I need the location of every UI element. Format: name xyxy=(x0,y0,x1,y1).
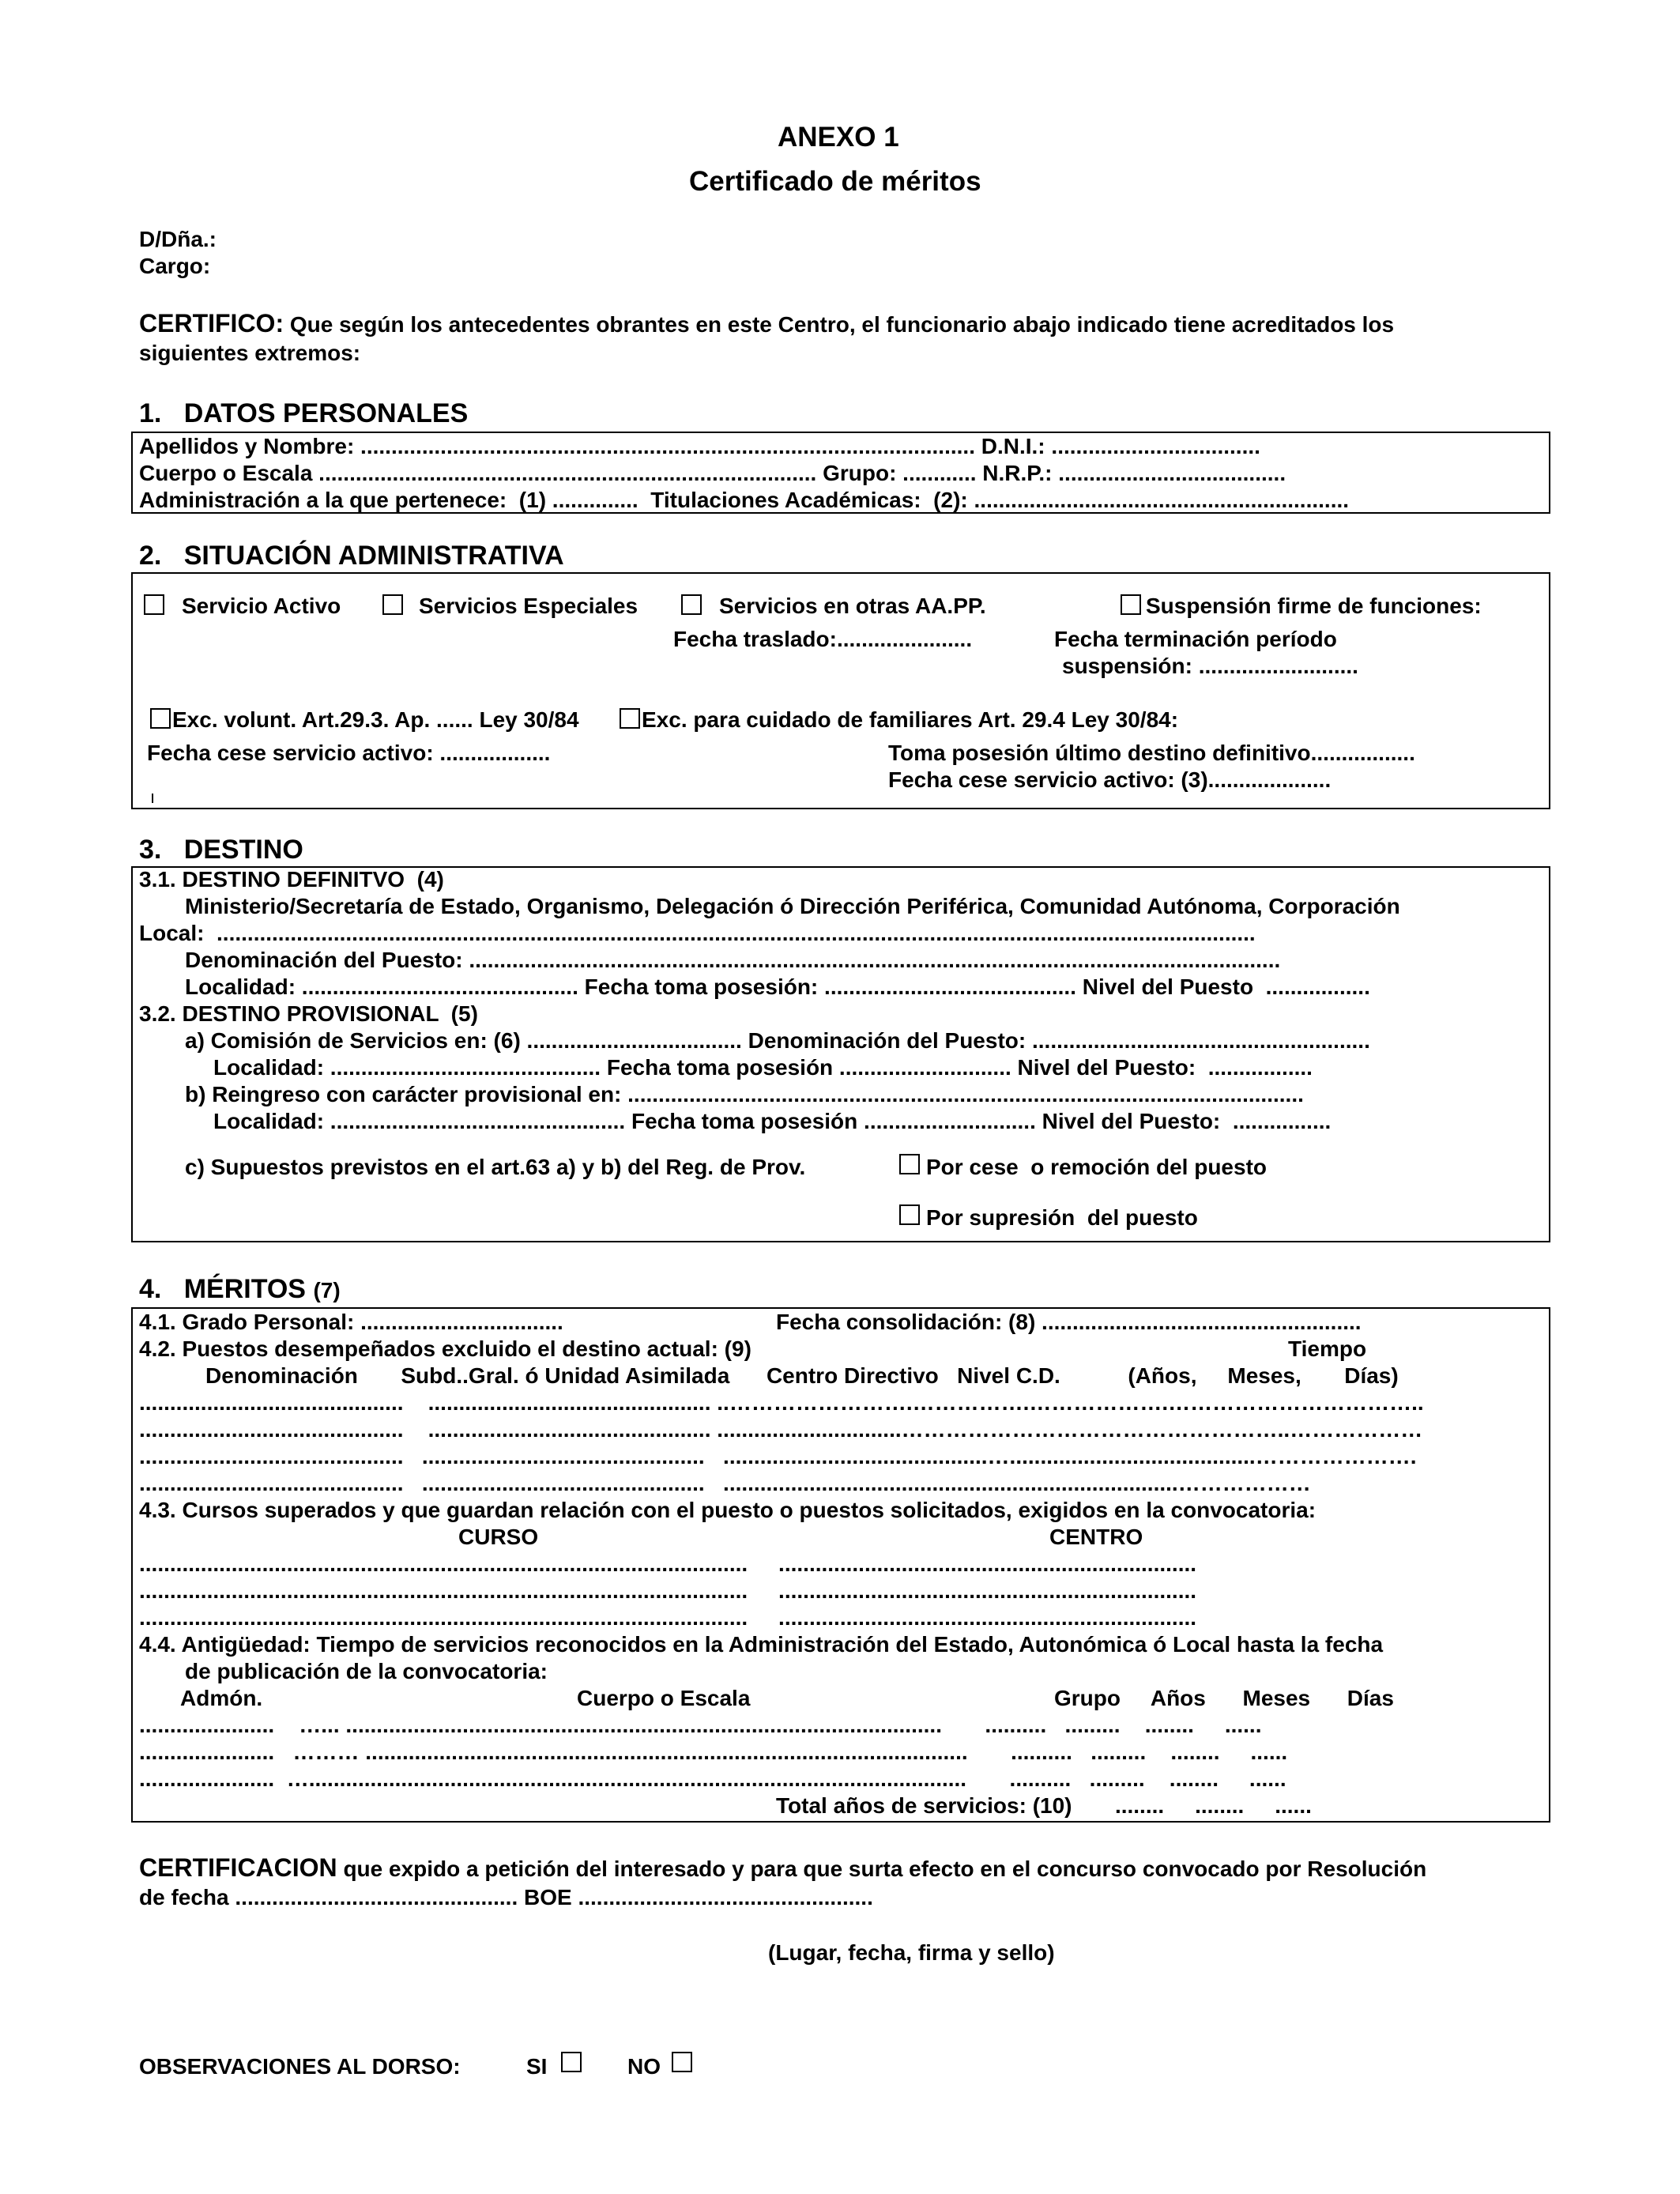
section-4-title: 4. MÉRITOS xyxy=(139,1274,306,1304)
grupo-anos-header: Grupo Años Meses Días xyxy=(1054,1686,1394,1710)
servicio-activo-label: Servicio Activo xyxy=(182,594,341,618)
supresion-checkbox[interactable] xyxy=(899,1204,920,1225)
no-label: NO xyxy=(627,2054,661,2079)
cuerpo-field[interactable]: Cuerpo o Escala ................................................................................. Grupo: ............ N.R.P.: ..................................... xyxy=(139,461,1286,485)
puestos-desempenados-title: 4.2. Puestos desempeñados excluido el destino actual: (9) xyxy=(139,1336,751,1361)
observaciones-label: OBSERVACIONES AL DORSO: xyxy=(139,2054,461,2079)
certifico-text-2: siguientes extremos: xyxy=(139,341,361,365)
supuestos-label: c) Supuestos previstos en el art.63 a) y b) del Reg. de Prov. xyxy=(185,1155,806,1179)
si-label: SI xyxy=(526,2054,548,2079)
puestos-columns: Denominación Subd..Gral. ó Unidad Asimilada Centro Directivo Nivel C.D. (Años, Meses, Días) xyxy=(205,1363,1399,1388)
destino-definitivo-title: 3.1. DESTINO DEFINITVO (4) xyxy=(139,867,444,892)
certificacion-lead: CERTIFICACION xyxy=(139,1853,337,1882)
antiguedad-row-3[interactable]: ...................... …........................................................................................................... .......... ......... ........ ...... xyxy=(139,1766,1286,1791)
puesto-row-4[interactable]: ........................................... .............................................. ..........................................................................……………… xyxy=(139,1471,1311,1495)
servicios-especiales-checkbox[interactable] xyxy=(382,594,403,615)
localidad-comision-field[interactable]: Localidad: ............................................ Fecha toma posesión ............................ Nivel del Puesto: ................. xyxy=(213,1055,1313,1080)
curso-row-1[interactable]: ................................................................................................... .................................................................... xyxy=(139,1551,1197,1576)
exc-cuidado-label: Exc. para cuidado de familiares Art. 29.4 Ley 30/84: xyxy=(642,707,1179,732)
puesto-row-2[interactable]: ........................................... .............................................. ..............................……………………………………………..……………… xyxy=(139,1417,1423,1442)
no-checkbox[interactable] xyxy=(672,2052,692,2072)
antiguedad-row-1[interactable]: ...................... …... ................................................................................................. .......... ......... ........ ...... xyxy=(139,1713,1262,1737)
stray-mark: ı xyxy=(150,787,156,807)
curso-row-3[interactable]: ................................................................................................... .................................................................... xyxy=(139,1605,1197,1630)
fecha-terminacion-label: Fecha terminación período xyxy=(1054,627,1337,651)
certifico-lead: CERTIFICO: xyxy=(139,309,284,337)
antiguedad-row-2[interactable]: ...................... ……… .................................................................................................. .......... ......... ........ ...... xyxy=(139,1740,1288,1764)
suspension-checkbox[interactable] xyxy=(1121,594,1141,615)
centro-header: CENTRO xyxy=(1049,1525,1143,1549)
section-2-heading: 2. SITUACIÓN ADMINISTRATIVA xyxy=(139,541,564,571)
certifico-line-1 xyxy=(139,310,1394,338)
localidad-definitivo-field[interactable]: Localidad: ............................................. Fecha toma posesión: ......................................... Nivel del Puesto ................. xyxy=(185,974,1370,999)
servicios-especiales-label: Servicios Especiales xyxy=(419,594,638,618)
grado-personal-field[interactable]: 4.1. Grado Personal: ................................. xyxy=(139,1310,563,1334)
suspension-label: Suspensión firme de funciones: xyxy=(1146,594,1482,618)
certifico-text-1: Que según los antecedentes obrantes en este Centro, el funcionario abajo indicado tiene acreditados los xyxy=(289,312,1395,337)
section-3-heading: 3. DESTINO xyxy=(139,835,303,865)
dona-label: D/Dña.: xyxy=(139,227,217,251)
cuerpo-escala-header: Cuerpo o Escala xyxy=(577,1686,751,1710)
document-title: ANEXO 1 xyxy=(778,122,899,153)
exc-cuidado-checkbox[interactable] xyxy=(620,708,640,729)
exc-volunt-checkbox[interactable] xyxy=(150,708,171,729)
fecha-cese-field[interactable]: Fecha cese servicio activo: .................. xyxy=(147,741,551,765)
destino-provisional-title: 3.2. DESTINO PROVISIONAL (5) xyxy=(139,1001,478,1026)
supresion-label: Por supresión del puesto xyxy=(926,1205,1198,1230)
curso-row-2[interactable]: ................................................................................................... .................................................................... xyxy=(139,1578,1197,1603)
apellidos-field[interactable]: Apellidos y Nombre: .................................................................................................... D.N.I.: .................................. xyxy=(139,434,1260,458)
tiempo-label: Tiempo xyxy=(1288,1336,1367,1361)
toma-posesion-field[interactable]: Toma posesión último destino definitivo................. xyxy=(888,741,1415,765)
document-subtitle: Certificado de méritos xyxy=(689,166,981,197)
localidad-reingreso-field[interactable]: Localidad: ................................................ Fecha toma posesión ............................ Nivel del Puesto: ................ xyxy=(213,1109,1332,1133)
cese-label: Por cese o remoción del puesto xyxy=(926,1155,1268,1179)
local-field[interactable]: Local: ......................................................................................................................................................................... xyxy=(139,921,1256,945)
section-4-heading xyxy=(139,1274,341,1306)
antiguedad-title: 4.4. Antigüedad: Tiempo de servicios reconocidos en la Administración del Estado, Autonómica ó Local hasta la fecha xyxy=(139,1632,1384,1657)
servicio-activo-checkbox[interactable] xyxy=(144,594,164,615)
ministerio-label: Ministerio/Secretaría de Estado, Organismo, Delegación ó Dirección Periférica, Comunidad Autónoma, Corporación xyxy=(185,894,1400,918)
puesto-row-1[interactable]: ........................................... .............................................. ..…………………….…………….……………….…………………………….. xyxy=(139,1390,1424,1415)
total-servicios-field[interactable]: Total años de servicios: (10) ........ ........ ...... xyxy=(776,1793,1312,1818)
cargo-label: Cargo: xyxy=(139,254,211,278)
certificacion-line-1 xyxy=(139,1854,1426,1883)
denominacion-puesto-field[interactable]: Denominación del Puesto: .................................................................................................................................... xyxy=(185,948,1281,972)
curso-header: CURSO xyxy=(458,1525,539,1549)
suspension-fecha-field[interactable]: suspensión: .......................... xyxy=(1062,654,1358,678)
cese-checkbox[interactable] xyxy=(899,1154,920,1174)
otras-aapp-label: Servicios en otras AA.PP. xyxy=(719,594,986,618)
administracion-field[interactable]: Administración a la que pertenece: (1) .............. Titulaciones Académicas: (2): ............................................................. xyxy=(139,488,1350,512)
cursos-title: 4.3. Cursos superados y que guardan relación con el puesto o puestos solicitados, exigidos en la convocatoria: xyxy=(139,1498,1317,1522)
antiguedad-subtitle: de publicación de la convocatoria: xyxy=(185,1659,548,1683)
section-4-ref: (7) xyxy=(313,1278,341,1302)
puesto-row-3[interactable]: ........................................... .............................................. ...........................................…........................................…………………. xyxy=(139,1444,1417,1468)
certificacion-text-1: que expido a petición del interesado y para que surta efecto en el concurso convocado por Resolución xyxy=(343,1857,1427,1881)
fecha-traslado-field[interactable]: Fecha traslado:...................... xyxy=(673,627,973,651)
section-1-heading: 1. DATOS PERSONALES xyxy=(139,398,469,428)
si-checkbox[interactable] xyxy=(561,2052,582,2072)
firma-label: (Lugar, fecha, firma y sello) xyxy=(768,1940,1055,1965)
otras-aapp-checkbox[interactable] xyxy=(681,594,702,615)
fecha-cese-3-field[interactable]: Fecha cese servicio activo: (3).................... xyxy=(888,767,1332,792)
certificacion-text-2[interactable]: de fecha .............................................. BOE ................................................ xyxy=(139,1885,873,1909)
reingreso-field[interactable]: b) Reingreso con carácter provisional en: .............................................................................................................. xyxy=(185,1082,1304,1106)
exc-volunt-label: Exc. volunt. Art.29.3. Ap. ...... Ley 30/84 xyxy=(172,707,579,732)
comision-servicios-field[interactable]: a) Comisión de Servicios en: (6) ................................... Denominación del Puesto: ....................................................... xyxy=(185,1028,1370,1053)
admon-header: Admón. xyxy=(180,1686,263,1710)
fecha-consolidacion-field[interactable]: Fecha consolidación: (8) .................................................... xyxy=(776,1310,1362,1334)
